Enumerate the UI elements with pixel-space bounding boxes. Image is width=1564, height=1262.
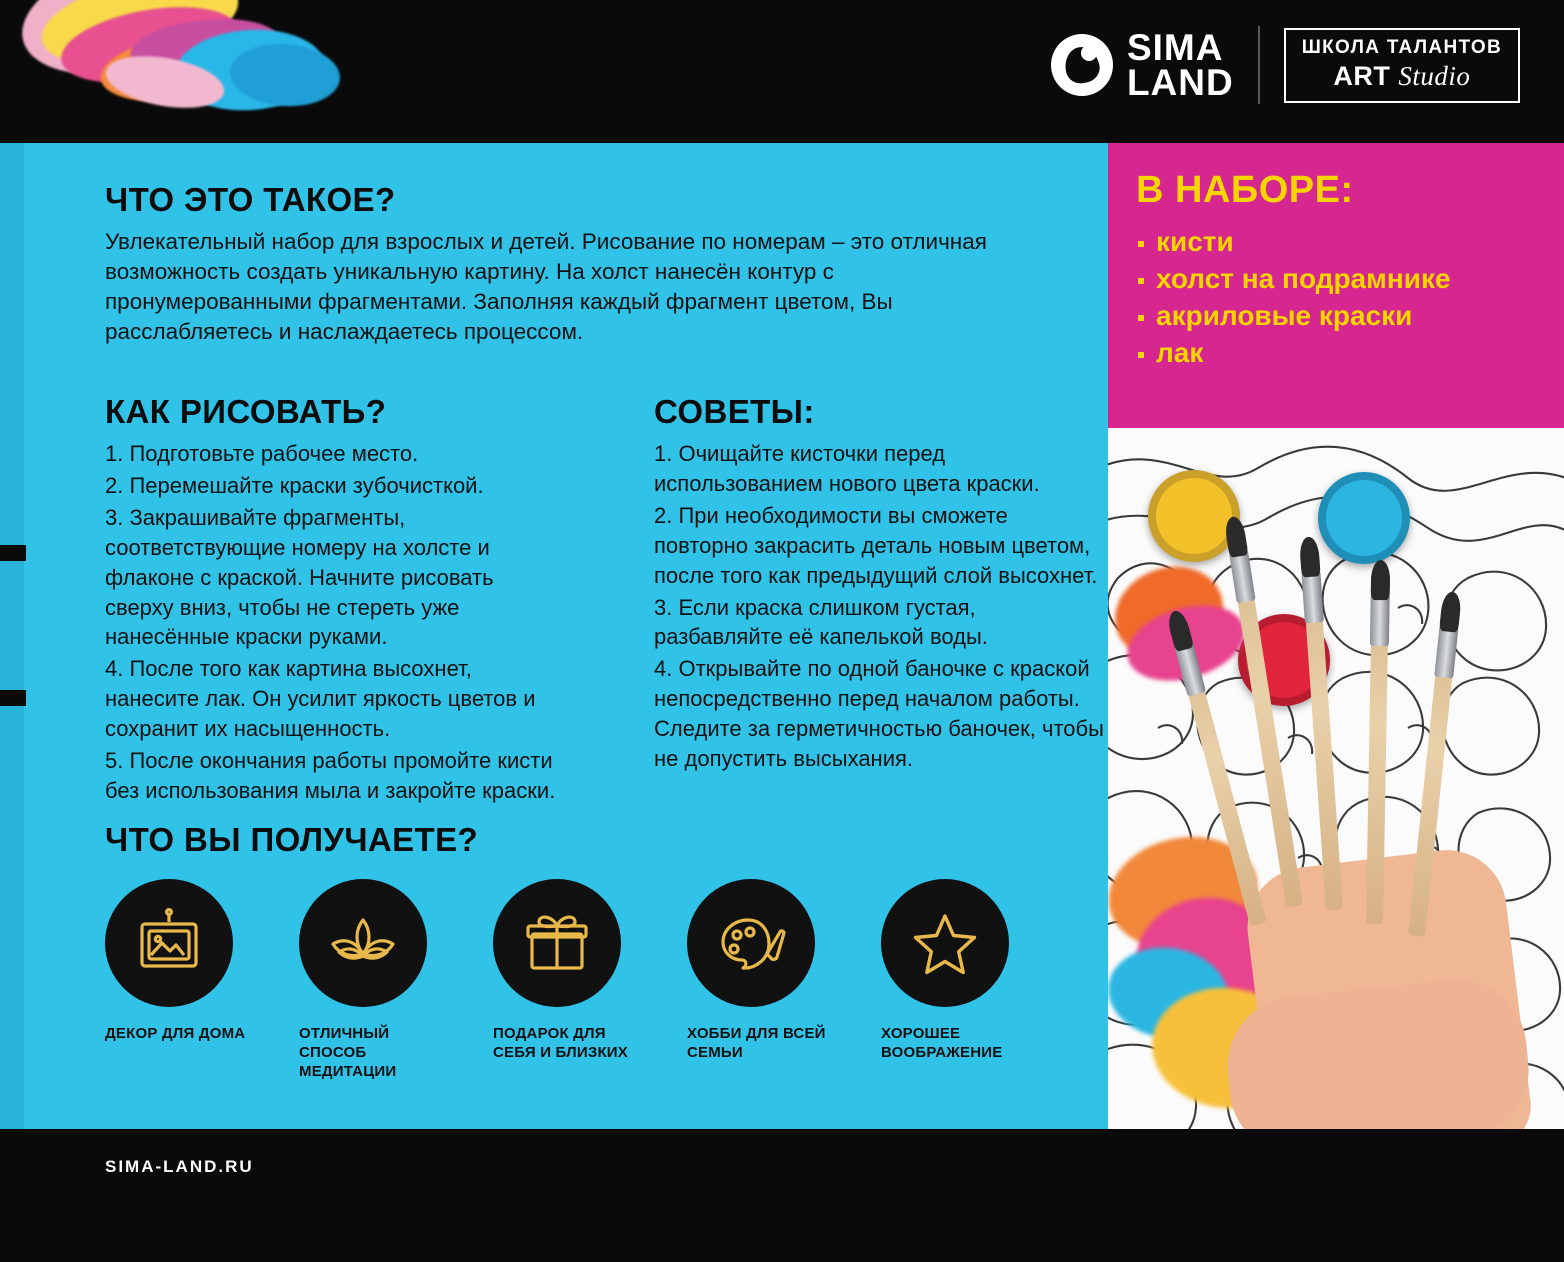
benefit-label: ХОРОШЕЕ ВООБРАЖЕНИЕ	[881, 1025, 1003, 1061]
gift-box-icon	[493, 879, 621, 1007]
tips-block	[654, 393, 1105, 808]
school-title: ШКОЛА ТАЛАНТОВ	[1301, 36, 1502, 58]
footer-bar	[0, 1129, 1564, 1262]
tip-item: 2. При необходимости вы сможете повторно закрасить деталь новым цветом, после того как предыдущий слой высохнет.	[654, 502, 1098, 588]
sima-land-wordmark	[1126, 26, 1234, 103]
sima-line-2: LAND	[1126, 62, 1234, 103]
paint-palette-icon	[687, 879, 815, 1007]
benefit-item	[105, 879, 247, 1081]
art-studio-logo	[1284, 28, 1520, 103]
kit-item: акриловые краски	[1136, 298, 1564, 335]
how-to-step: 5. После окончания работы промойте кисти без использования мыла и закройте краски.	[105, 748, 556, 803]
star-icon	[881, 879, 1009, 1007]
box-flap-notch	[0, 690, 26, 706]
box-flap-notch	[0, 545, 26, 561]
studio-word: Studio	[1398, 60, 1471, 91]
how-to-block	[105, 393, 556, 808]
paint-smear-decoration	[0, 0, 390, 143]
kit-item: холст на подрамнике	[1136, 261, 1564, 298]
tip-item: 3. Если краска слишком густая, разбавляйте её капелькой воды.	[654, 594, 988, 650]
intro-title: ЧТО ЭТО ТАКОЕ?	[105, 181, 396, 218]
intro-text: Увлекательный набор для взрослых и детей. Рисование по номерам – это отличная возможность создать уникальную картину. На холст нанесён контур с пронумерованными фрагментами. Заполняя каждый фрагмент цветом, Вы расслабляетесь и наслаждаетесь процессом.	[105, 229, 987, 344]
paint-jar-blue	[1318, 472, 1410, 564]
benefit-label: ОТЛИЧНЫЙ СПОСОБ МЕДИТАЦИИ	[299, 1025, 397, 1080]
how-to-step: 2. Перемешайте краски зубочисткой.	[105, 472, 484, 498]
benefits-title: ЧТО ВЫ ПОЛУЧАЕТЕ?	[105, 821, 479, 858]
instructions-panel	[0, 143, 1108, 1129]
logo-group	[1051, 26, 1520, 104]
kit-item: лак	[1136, 335, 1564, 372]
product-photo	[1108, 428, 1564, 1129]
sima-land-mark-icon	[1051, 34, 1113, 96]
instructions-columns	[105, 393, 1105, 808]
benefit-label: ДЕКОР ДЛЯ ДОМА	[105, 1025, 246, 1042]
benefit-item	[299, 879, 441, 1081]
logo-divider	[1258, 26, 1260, 104]
lotus-flower-icon	[299, 879, 427, 1007]
paint-jar-yellow	[1148, 470, 1240, 562]
kit-item: кисти	[1136, 224, 1564, 261]
art-studio-title	[1302, 61, 1502, 92]
kit-contents-panel	[1108, 143, 1564, 428]
sima-land-logo	[1051, 26, 1234, 103]
tip-item: 1. Очищайте кисточки перед использованием нового цвета краски.	[654, 441, 1040, 496]
benefit-item	[687, 879, 829, 1081]
benefit-label: ХОББИ ДЛЯ ВСЕЙ СЕМЬИ	[687, 1025, 826, 1061]
website-url: SIMA-LAND.RU	[105, 1157, 254, 1176]
kit-title: В НАБОРЕ:	[1136, 169, 1354, 211]
benefit-item	[881, 879, 1023, 1081]
benefits-row	[105, 879, 1085, 1081]
intro-block	[105, 181, 1035, 347]
art-word: ART	[1333, 60, 1391, 91]
header-bar	[0, 0, 1564, 143]
box-flap-edge	[0, 143, 24, 1129]
tip-item: 4. Открывайте по одной баночке с краской непосредственно перед началом работы. Следите за герметичностью баночек, чтобы не допустить высыхания.	[654, 656, 1104, 772]
sima-line-1: SIMA	[1126, 26, 1224, 68]
tips-title: СОВЕТЫ:	[654, 393, 815, 430]
how-to-step: 1. Подготовьте рабочее место.	[105, 441, 419, 466]
picture-frame-icon	[105, 879, 233, 1007]
how-to-title: КАК РИСОВАТЬ?	[105, 393, 387, 430]
how-to-step: 4. После того как картина высохнет, нанесите лак. Он усилит яркость цветов и сохранит их насыщенность.	[105, 656, 536, 742]
benefit-label: ПОДАРОК ДЛЯ СЕБЯ И БЛИЗКИХ	[493, 1025, 628, 1061]
how-to-step: 3. Закрашивайте фрагменты, соответствующие номеру на холсте и флаконе с краской. Начните рисовать сверху вниз, чтобы не стереть уже нанесённые краски руками.	[105, 504, 494, 650]
benefit-item	[493, 879, 635, 1081]
kit-list	[1136, 224, 1564, 372]
